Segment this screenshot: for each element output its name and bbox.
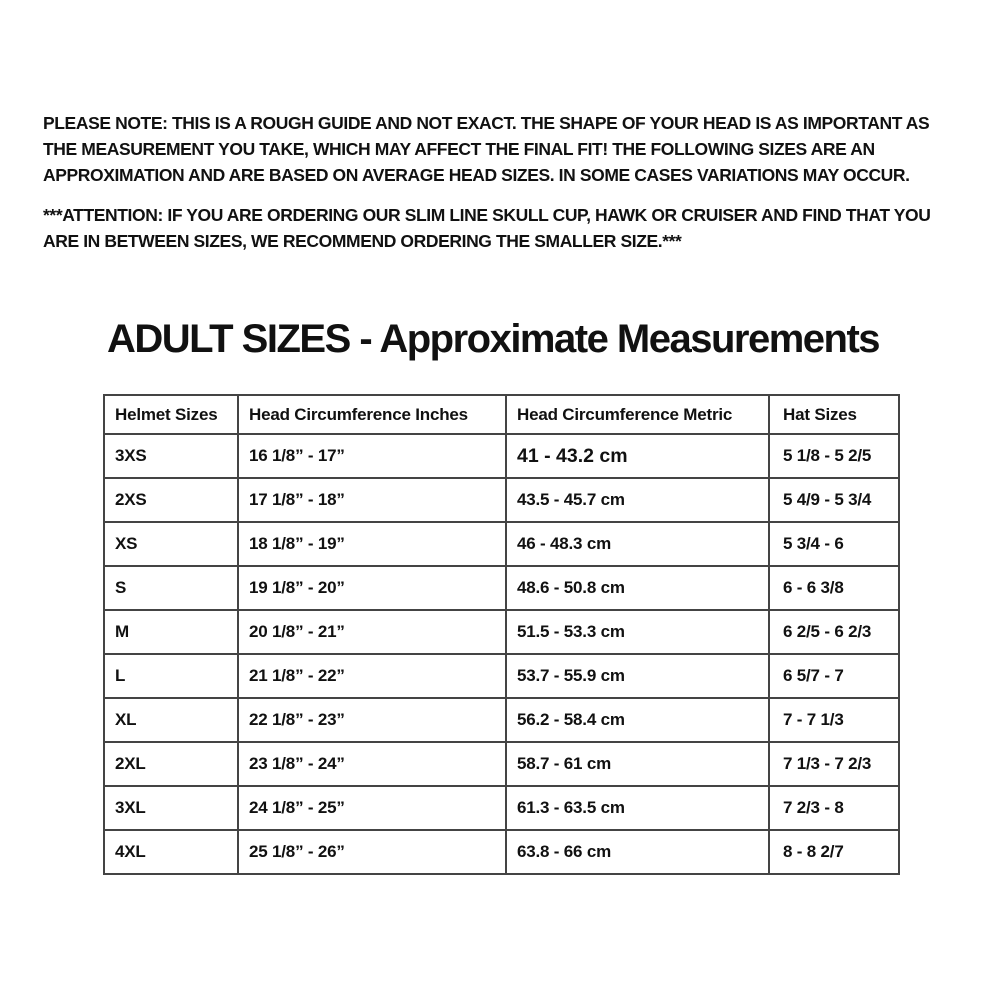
please-note-paragraph: PLEASE NOTE: THIS IS A ROUGH GUIDE AND NOT EXACT. THE SHAPE OF YOUR HEAD IS AS IMPORTANT AS THE MEASUREMENT YOU TAKE, WHICH MAY AFFECT THE FINAL FIT! THE FOLLOWING SIZES ARE AN APPROXIMATION AND ARE BASED ON AVERAGE HEAD SIZES. IN SOME CASES VARIATIONS MAY OCCUR. (43, 113, 930, 185)
header-helmet-sizes: Helmet Sizes (104, 395, 238, 434)
cell-inches-range: 23 1/8” - 24” (238, 742, 506, 786)
cell-inches-range: 21 1/8” - 22” (238, 654, 506, 698)
table-row (104, 566, 899, 610)
cell-helmet-size: S (104, 566, 238, 610)
cell-inches-range: 18 1/8” - 19” (238, 522, 506, 566)
cell-metric-range: 61.3 - 63.5 cm (506, 786, 769, 830)
cell-hat-size-range: 8 - 8 2/7 (769, 830, 899, 874)
table-row (104, 434, 899, 478)
cell-metric-range: 63.8 - 66 cm (506, 830, 769, 874)
cell-hat-size-range: 6 2/5 - 6 2/3 (769, 610, 899, 654)
cell-hat-size-range: 7 - 7 1/3 (769, 698, 899, 742)
cell-helmet-size: XS (104, 522, 238, 566)
attention-paragraph: ***ATTENTION: IF YOU ARE ORDERING OUR SLIM LINE SKULL CUP, HAWK OR CRUISER AND FIND THAT YOU ARE IN BETWEEN SIZES, WE RECOMMEND ORDERING THE SMALLER SIZE.*** (43, 205, 931, 251)
cell-helmet-size: 2XL (104, 742, 238, 786)
adult-sizes-table (103, 394, 900, 875)
cell-helmet-size: 3XL (104, 786, 238, 830)
cell-metric-range: 53.7 - 55.9 cm (506, 654, 769, 698)
table-row (104, 830, 899, 874)
cell-hat-size-range: 5 4/9 - 5 3/4 (769, 478, 899, 522)
cell-inches-range: 25 1/8” - 26” (238, 830, 506, 874)
cell-hat-size-range: 5 1/8 - 5 2/5 (769, 434, 899, 478)
table-row (104, 654, 899, 698)
cell-inches-range: 17 1/8” - 18” (238, 478, 506, 522)
table-header-row (104, 395, 899, 434)
header-hat-sizes: Hat Sizes (769, 395, 899, 434)
cell-helmet-size: L (104, 654, 238, 698)
cell-helmet-size: 2XS (104, 478, 238, 522)
cell-helmet-size: 4XL (104, 830, 238, 874)
cell-hat-size-range: 7 1/3 - 7 2/3 (769, 742, 899, 786)
cell-hat-size-range: 5 3/4 - 6 (769, 522, 899, 566)
cell-metric-range: 58.7 - 61 cm (506, 742, 769, 786)
cell-helmet-size: M (104, 610, 238, 654)
cell-metric-range: 46 - 48.3 cm (506, 522, 769, 566)
table-row (104, 786, 899, 830)
cell-inches-range: 19 1/8” - 20” (238, 566, 506, 610)
cell-metric-range: 56.2 - 58.4 cm (506, 698, 769, 742)
cell-metric-range: 41 - 43.2 cm (506, 434, 769, 478)
cell-metric-range: 48.6 - 50.8 cm (506, 566, 769, 610)
cell-hat-size-range: 7 2/3 - 8 (769, 786, 899, 830)
table-row (104, 698, 899, 742)
cell-hat-size-range: 6 - 6 3/8 (769, 566, 899, 610)
table-row (104, 478, 899, 522)
cell-helmet-size: 3XS (104, 434, 238, 478)
table-row (104, 522, 899, 566)
cell-helmet-size: XL (104, 698, 238, 742)
cell-inches-range: 24 1/8” - 25” (238, 786, 506, 830)
cell-inches-range: 22 1/8” - 23” (238, 698, 506, 742)
header-head-circumference-metric: Head Circumference Metric (506, 395, 769, 434)
cell-inches-range: 20 1/8” - 21” (238, 610, 506, 654)
page-title: ADULT SIZES - Approximate Measurements (107, 317, 880, 361)
cell-metric-range: 51.5 - 53.3 cm (506, 610, 769, 654)
cell-hat-size-range: 6 5/7 - 7 (769, 654, 899, 698)
cell-inches-range: 16 1/8” - 17” (238, 434, 506, 478)
cell-metric-range: 43.5 - 45.7 cm (506, 478, 769, 522)
table-row (104, 742, 899, 786)
header-head-circumference-inches: Head Circumference Inches (238, 395, 506, 434)
table-row (104, 610, 899, 654)
